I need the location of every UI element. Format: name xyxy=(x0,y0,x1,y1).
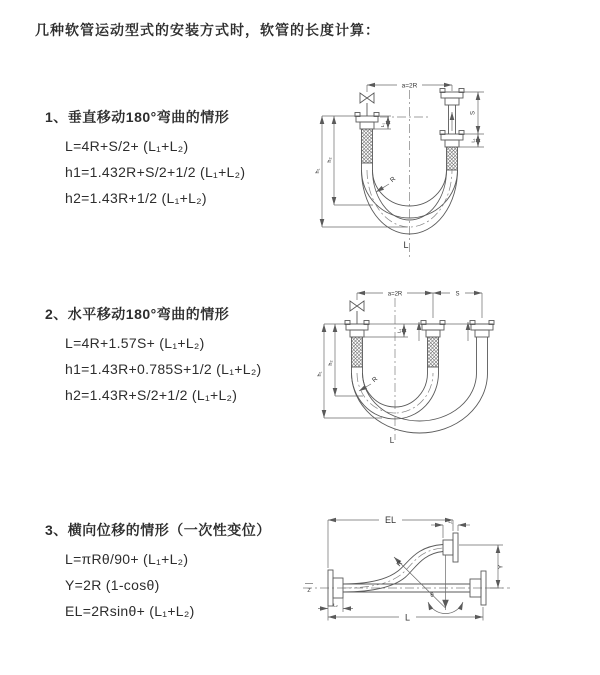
dim-s xyxy=(433,292,482,319)
dim-l1-left xyxy=(373,116,391,129)
dim-label-h1: h₁ xyxy=(315,168,321,174)
dim-label-l: L xyxy=(403,240,409,250)
dim-y xyxy=(459,545,505,588)
dim-label-y: Y xyxy=(497,564,505,570)
section-1-heading: 1、垂直移动180°弯曲的情形 xyxy=(45,109,230,125)
valve-icon xyxy=(350,301,364,324)
dim-h1 xyxy=(317,324,382,418)
diagram-vertical-180-bend xyxy=(310,70,600,270)
section-vertical-movement xyxy=(45,107,245,211)
section-2-formulas xyxy=(65,330,262,408)
section-1-formulas xyxy=(65,133,245,211)
dim-label-a2r: a=2R xyxy=(387,291,403,298)
z-mark xyxy=(305,584,313,595)
hose-u-bend xyxy=(352,373,488,433)
page-title: 几种软管运动型式的安装方式时，软管的长度计算： xyxy=(35,22,380,38)
formula-length: L=πRθ/90+ (L₁+L₂) xyxy=(65,551,189,567)
radius-callout xyxy=(376,175,397,192)
braided-hose xyxy=(447,147,458,170)
dim-h1 xyxy=(315,116,407,227)
section-lateral-displacement xyxy=(45,520,271,624)
dim-label-l: L xyxy=(404,612,411,623)
right-connector xyxy=(440,89,464,171)
dim-label-l2: L₂ xyxy=(333,603,338,609)
dim-label-r: R xyxy=(388,175,398,185)
dim-label-l: L xyxy=(389,436,395,445)
formula-y: Y=2R (1-cosθ) xyxy=(65,577,160,593)
dim-l1 xyxy=(431,519,470,538)
valve-icon xyxy=(360,93,374,116)
middle-connector xyxy=(419,321,445,374)
formula-h1: h1=1.432R+S/2+1/2 (L₁+L₂) xyxy=(65,164,246,180)
s-curve-hose xyxy=(343,545,443,593)
formula-length: L=4R+S/2+ (L₁+L₂) xyxy=(65,138,189,154)
dim-l1 xyxy=(363,324,408,337)
diagram-lateral-displacement xyxy=(295,500,600,655)
dim-label-l1: L₁ xyxy=(381,122,386,128)
left-connector xyxy=(355,113,379,164)
radius-callout xyxy=(359,375,379,391)
formula-h2: h2=1.43R+1/2 (L₁+L₂) xyxy=(65,190,207,206)
dim-label-h1: h₁ xyxy=(317,371,323,377)
dim-label-l1: L₁ xyxy=(448,520,453,525)
dim-label-l1: L₁ xyxy=(471,138,477,143)
formula-length: L=4R+1.57S+ (L₁+L₂) xyxy=(65,335,205,351)
dim-el xyxy=(328,515,453,568)
dim-label-s: S xyxy=(470,110,477,116)
diagram-horizontal-180-bend xyxy=(310,278,600,473)
dim-s xyxy=(464,92,484,134)
section-3-heading: 3、横向位移的情形（一次性变位） xyxy=(45,522,271,538)
section-3-formulas xyxy=(65,546,271,624)
section-2-heading: 2、水平移动180°弯曲的情形 xyxy=(45,306,230,322)
section-horizontal-movement xyxy=(45,304,262,408)
braided-hose xyxy=(352,337,363,367)
dim-label-r: R xyxy=(370,375,380,385)
radius-callout xyxy=(394,557,446,608)
dim-label-h2: h₂ xyxy=(327,157,333,163)
dim-label-r: R xyxy=(395,559,405,569)
dim-label-a2r: a=2R xyxy=(401,82,418,90)
formula-el: EL=2Rsinθ+ (L₁+L₂) xyxy=(65,603,195,619)
dim-label-theta: θ xyxy=(430,593,434,599)
dim-label-el: EL xyxy=(384,515,397,525)
dim-label-s: S xyxy=(455,291,460,298)
dim-l xyxy=(328,607,483,623)
right-connector xyxy=(468,321,494,374)
dim-label-h2: h₂ xyxy=(328,360,334,366)
dim-label-z: Z xyxy=(307,588,311,594)
left-connector xyxy=(345,321,369,374)
formula-h2: h2=1.43R+S/2+1/2 (L₁+L₂) xyxy=(65,387,238,403)
dim-label-l1: L₁ xyxy=(397,328,403,334)
braided-hose xyxy=(362,129,373,163)
formula-h1: h1=1.43R+0.785S+1/2 (L₁+L₂) xyxy=(65,361,262,377)
displaced-flange xyxy=(443,533,458,610)
dim-l2 xyxy=(318,598,353,612)
braided-hose xyxy=(428,337,439,367)
